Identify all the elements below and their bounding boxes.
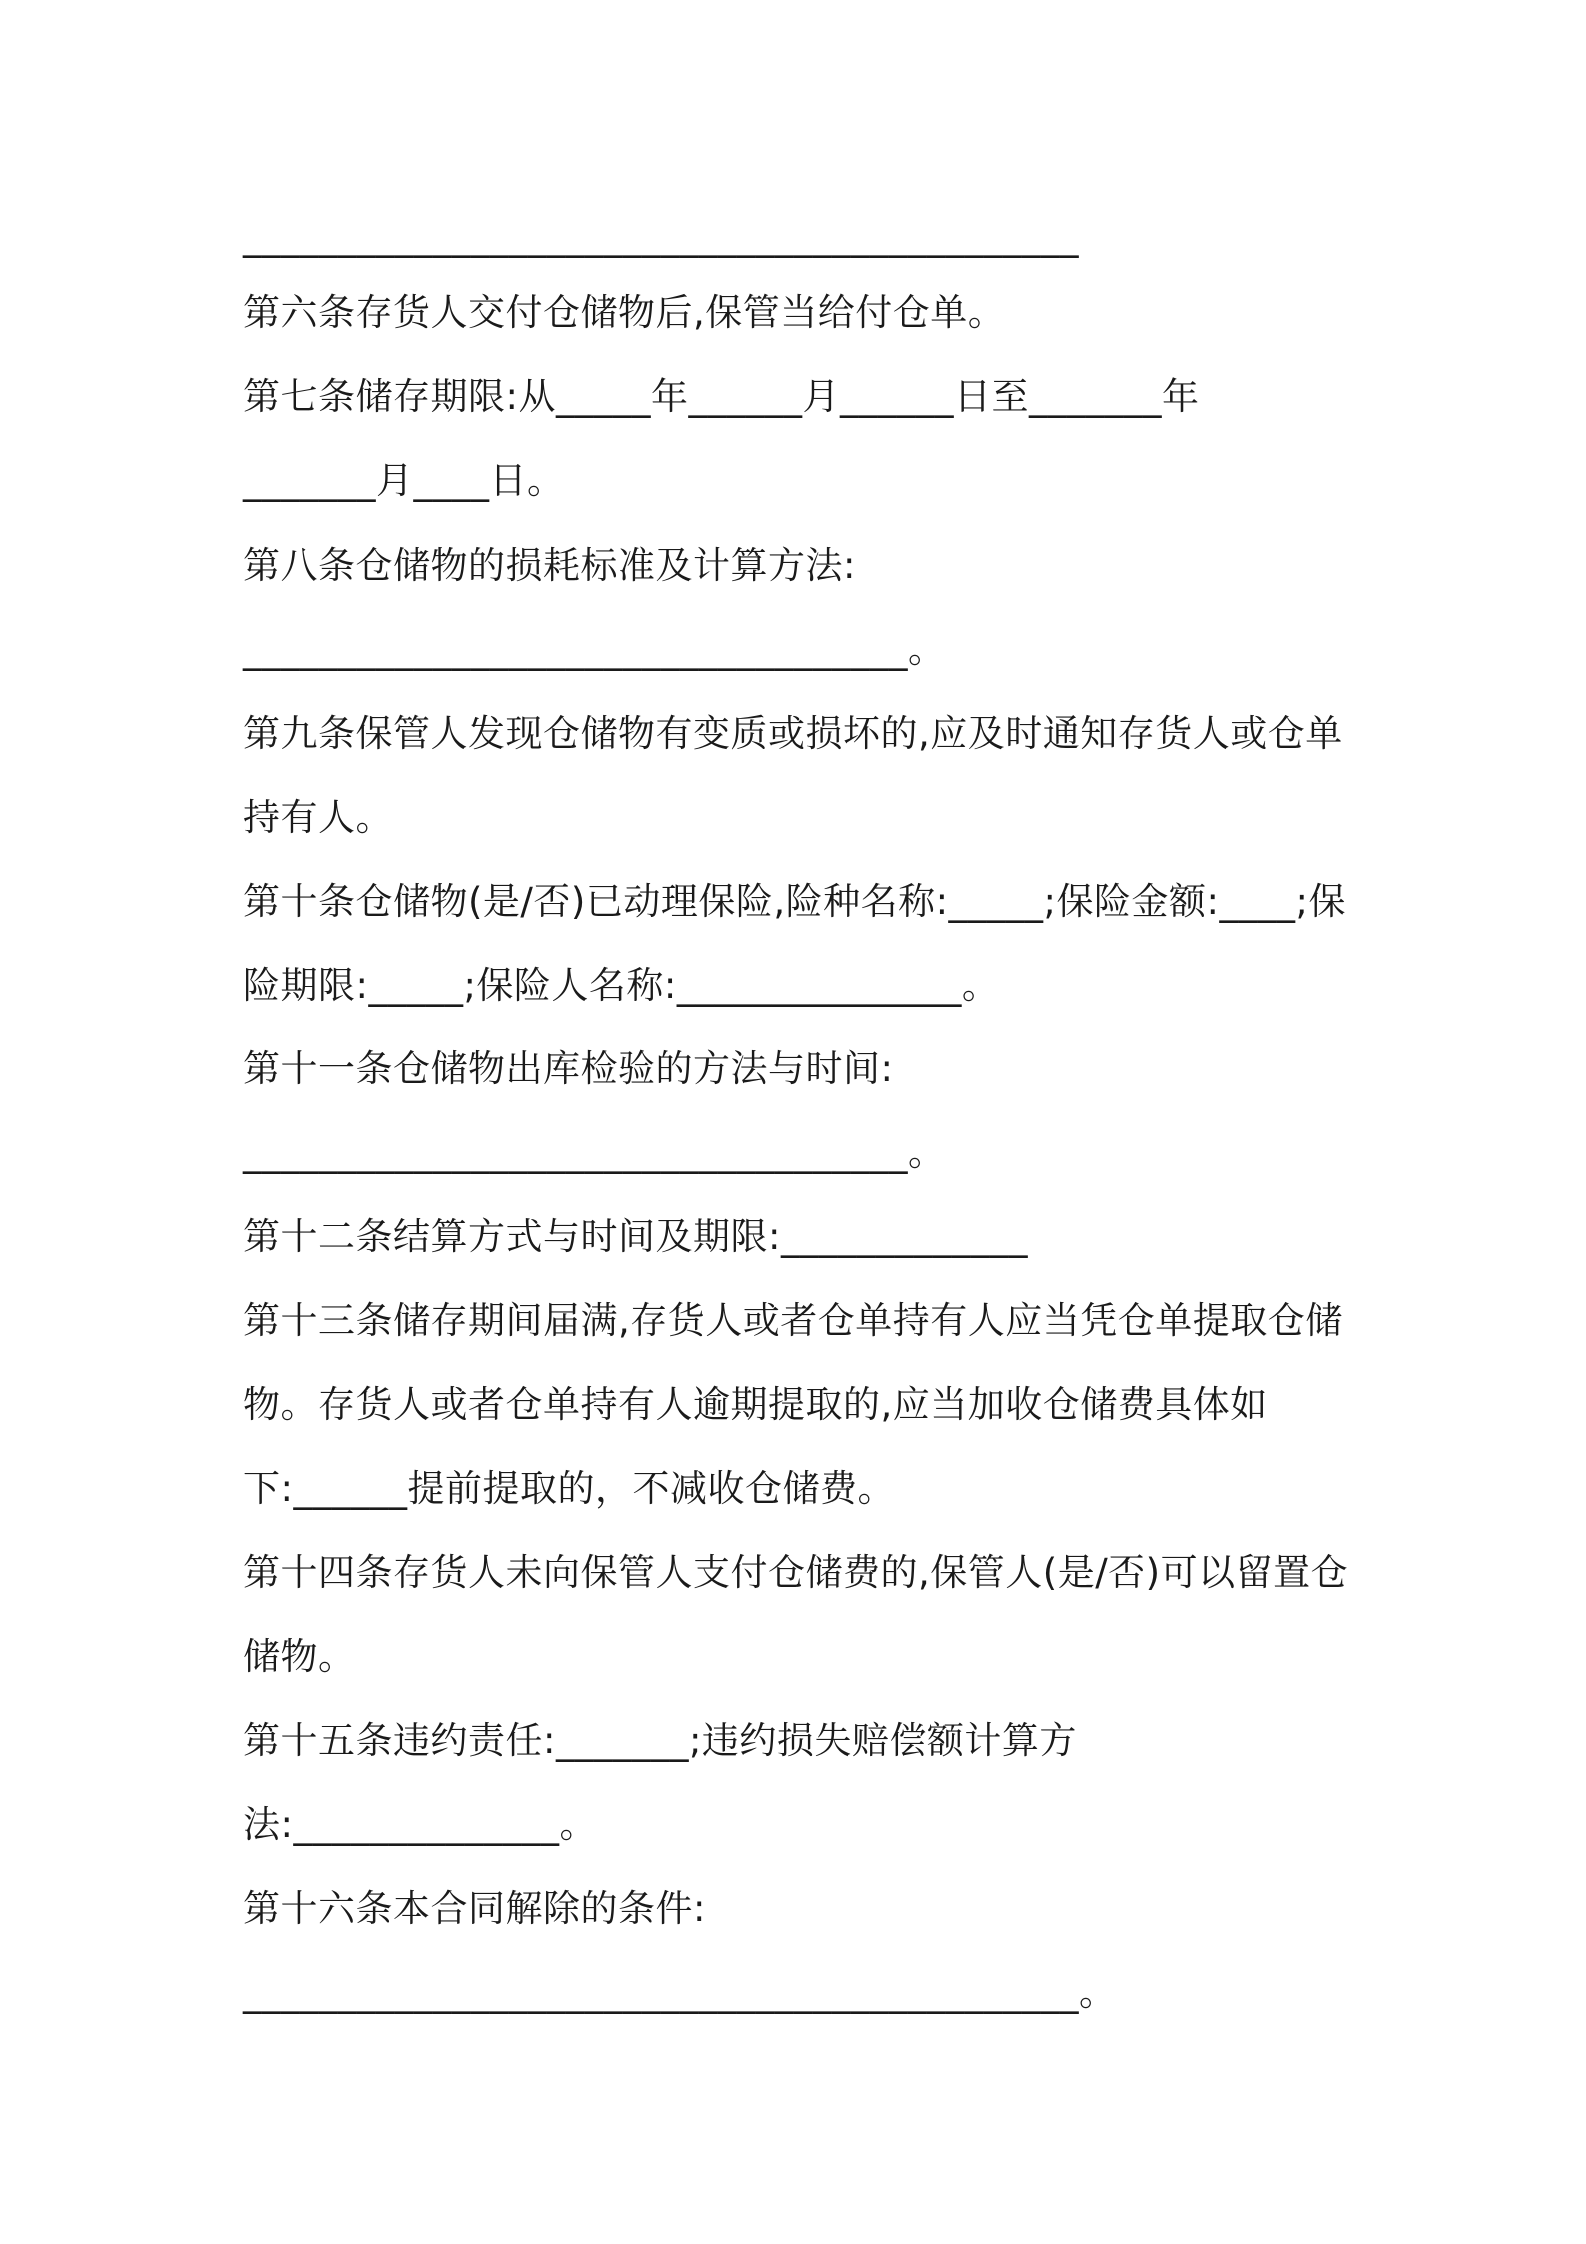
article-11-blank: ___________________________________。 <box>243 1131 946 1174</box>
article-14-line-2: 储物。 <box>243 1635 356 1678</box>
article-8-blank: ___________________________________。 <box>243 628 946 671</box>
article-13-line-2: 物。存货人或者仓单持有人逾期提取的,应当加收仓储费具体如 <box>243 1383 1268 1426</box>
article-7-line-2: _______月____日。 <box>243 459 565 502</box>
article-9-line-1: 第九条保管人发现仓储物有变质或损坏的,应及时通知存货人或仓单 <box>243 712 1343 755</box>
article-13-line-3: 下:______提前提取的，不减收仓储费。 <box>243 1467 895 1510</box>
article-14-line-1: 第十四条存货人未向保管人支付仓储费的,保管人(是/否)可以留置仓 <box>243 1551 1349 1594</box>
article-15-line-2: 法:______________。 <box>243 1803 597 1846</box>
article-15-line-1: 第十五条违约责任:_______;违约损失赔偿额计算方 <box>243 1719 1077 1762</box>
article-13-line-1: 第十三条储存期间届满,存货人或者仓单持有人应当凭仓单提取仓储 <box>243 1299 1343 1342</box>
article-6: 第六条存货人交付仓储物后,保管当给付仓单。 <box>243 291 1006 334</box>
article-7-line-1: 第七条储存期限:从_____年______月______日至_______年 <box>243 375 1200 418</box>
article-10-line-1: 第十条仓储物(是/否)已动理保险,险种名称:_____;保险金额:____;保 <box>243 880 1346 923</box>
article-16-blank: ____________________________________________。 <box>243 1971 1117 2014</box>
article-16: 第十六条本合同解除的条件: <box>243 1887 706 1930</box>
article-8: 第八条仓储物的损耗标准及计算方法: <box>243 544 856 587</box>
article-9-line-2: 持有人。 <box>243 796 393 839</box>
article-12: 第十二条结算方式与时间及期限:_____________ <box>243 1215 1028 1258</box>
article-10-line-2: 险期限:_____;保险人名称:_______________。 <box>243 964 1000 1007</box>
blank-line: ____________________________________________ <box>243 215 1079 258</box>
article-11: 第十一条仓储物出库检验的方法与时间: <box>243 1047 894 1090</box>
